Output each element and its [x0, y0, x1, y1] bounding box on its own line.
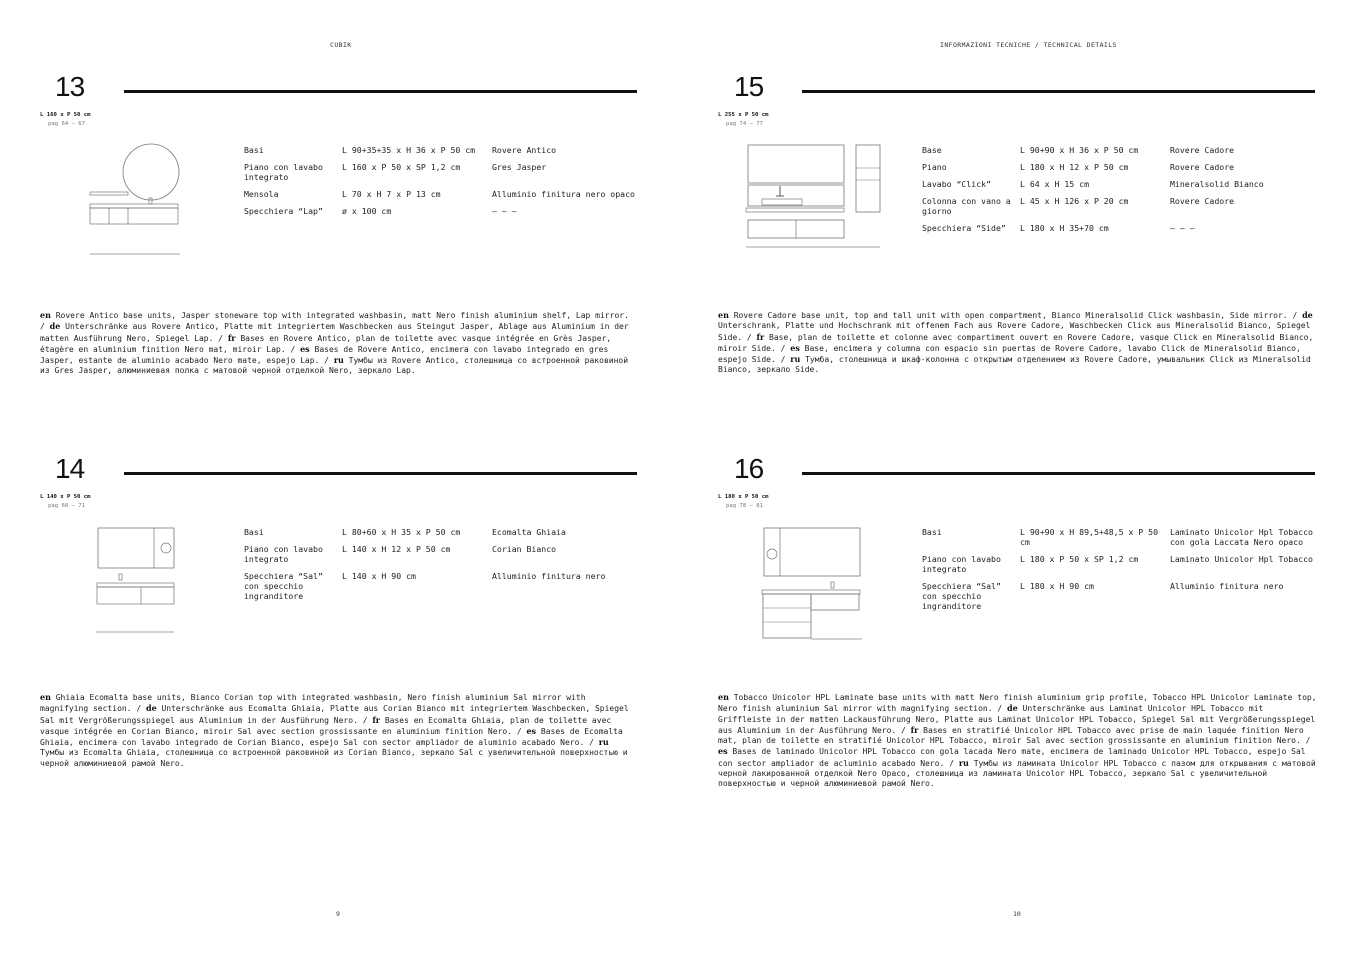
page-number: 10: [1013, 910, 1021, 918]
spec-component: Specchiera “Side”: [922, 223, 1006, 233]
spec-row: [922, 145, 1320, 162]
description-text: Тумбы из ламината Unicolor HPL Tobacco с пазом для открывания с матовой черной лакированной отделкой Nero Opaco, столешница из ламината Unicolor HPL Tobacco, зеркало Sal с увеличительной поверхностью и черной алюминиевой рамой Nero.: [718, 758, 1316, 789]
description-text: Unterschränke aus Laminat Unicolor HPL Tobacco mit Griffleiste in der matten Lackausführung Nero, Platte aus Laminat Unicolor HPL Tobacco, Spiegel Sal mit Vergrößerungsspiegel aus Aluminium in der Ausführung Nero. /: [718, 704, 1316, 735]
product-drawing: [744, 140, 884, 252]
multilingual-description: [40, 692, 630, 769]
description-text: Тумбы из Rovere Antico, столешница со встроенной раковиной из Gres Jasper, алюминиевая полка с матовой черной отделкой Nero, зеркало Lap.: [40, 356, 629, 376]
spec-finish: Laminato Unicolor Hpl Tobacco con gola Laccata Nero opaco: [1170, 527, 1313, 547]
spec-component: Mensola: [244, 189, 279, 199]
spec-row: [244, 527, 642, 544]
spec-row: [244, 206, 642, 223]
language-code: ru: [333, 355, 344, 366]
overall-dimensions: L 160 x P 50 cm: [40, 112, 91, 118]
page-number: 9: [336, 910, 340, 918]
spec-size: L 140 x H 90 cm: [342, 571, 416, 581]
page-reference: pag 78 – 81: [726, 503, 764, 509]
language-code: de: [1006, 703, 1018, 714]
description-text: Bases en Ecomalta Ghiaia, plan de toilette avec vasque intégrée en Corian Bianco, miroir Sal avec section grossissante en aluminium finition Nero. /: [40, 715, 612, 736]
overall-dimensions: L 255 x P 50 cm: [718, 112, 769, 118]
spec-row: [922, 179, 1320, 196]
spec-row: [244, 189, 642, 206]
description-text: Bases en Rovere Antico, plan de toilette avec vasque intégrée en Grès Jasper, étagère en aluminium finition Nero mat, miroir Lap. /: [40, 333, 612, 354]
spec-finish: – – –: [1170, 223, 1195, 233]
spec-component: Piano: [922, 162, 947, 172]
spec-table: [244, 527, 642, 608]
spec-component: Specchiera “Sal” con specchio ingranditore: [922, 581, 1001, 611]
spec-size: ø x 100 cm: [342, 206, 392, 216]
section-rule: [124, 472, 637, 475]
section-number: 13: [55, 71, 85, 102]
spec-row: [922, 581, 1320, 618]
spec-finish: Alluminio finitura nero: [492, 571, 606, 581]
description-text: Tobacco Unicolor HPL Laminate base units with matt Nero finish aluminium grip profile, Tobacco HPL Unicolor Laminate top, Nero finish aluminium Sal mirror with magnifying section. /: [718, 693, 1317, 714]
spec-size: L 180 x H 12 x P 50 cm: [1020, 162, 1129, 172]
language-code: es: [300, 343, 310, 354]
language-code: fr: [372, 714, 380, 725]
spec-row: [244, 571, 642, 608]
description-text: Unterschränke aus Rovere Antico, Platte mit integriertem Waschbecken aus Steingut Jasper, Ablage aus Aluminium in der matten Ausführung Nero, Spiegel Lap. /: [40, 322, 629, 343]
spec-size: L 90+35+35 x H 36 x P 50 cm: [342, 145, 476, 155]
spec-size: L 90+90 x H 89,5+48,5 x P 50 cm: [1020, 527, 1159, 547]
spec-component: Base: [922, 145, 942, 155]
language-code: fr: [910, 724, 919, 735]
description-text: Rovere Cadore base unit, top and tall unit with open compartment, Bianco Mineralsolid Click washbasin, Side mirror. /: [733, 311, 1303, 320]
product-section-16: [678, 382, 1356, 852]
description-text: Unterschränke aus Ecomalta Ghiaia, Platte aus Corian Bianco mit integriertem Waschbecken, Spiegel Sal mit Vergrößerungsspiegel aus Aluminium in der Ausführung Nero. /: [40, 704, 629, 725]
section-rule: [802, 90, 1315, 93]
spec-finish: Rovere Antico: [492, 145, 557, 155]
description-text: Тумба, столешница и шкаф-колонна с открытым отделением из Rovere Cadore, умывальник Click из Mineralsolid Bianco, зеркало Side.: [718, 355, 1311, 375]
description-text: Ghiaia Ecomalta base units, Bianco Corian top with integrated washbasin, Nero finish aluminium Sal mirror with magnifying section. /: [40, 693, 586, 714]
spec-size: L 180 x H 90 cm: [1020, 581, 1094, 591]
spec-finish: Alluminio finitura nero opaco: [492, 189, 635, 199]
language-code: en: [40, 310, 51, 320]
overall-dimensions: L 180 x P 50 cm: [718, 494, 769, 500]
spec-component: Piano con lavabo integrato: [922, 554, 1001, 574]
product-section-14: [0, 382, 678, 852]
spec-row: [922, 196, 1320, 223]
language-code: de: [1302, 310, 1313, 320]
spec-row: [922, 527, 1320, 554]
language-code: es: [718, 746, 728, 757]
description-text: Unterschrank, Platte und Hochschrank mit offenem Fach aus Rovere Cadore, Waschbecken Click aus Mineralsolid Bianco, Spiegel Side. /: [718, 321, 1311, 342]
spec-component: Colonna con vano a giorno: [922, 196, 1011, 216]
spec-size: L 160 x P 50 x SP 1,2 cm: [342, 162, 461, 172]
product-drawing: [86, 140, 186, 260]
spec-finish: Mineralsolid Bianco: [1170, 179, 1264, 189]
spec-size: L 90+90 x H 36 x P 50 cm: [1020, 145, 1139, 155]
spec-finish: Laminato Unicolor Hpl Tobacco: [1170, 554, 1313, 564]
spec-finish: – – –: [492, 206, 517, 216]
spec-component: Piano con lavabo integrato: [244, 162, 323, 182]
section-number: 14: [55, 453, 85, 484]
multilingual-description: [718, 310, 1318, 376]
description-text: Base, encimera y columna con espacio sin puertas de Rovere Cadore, lavabo Click de Mineralsolid Bianco, espejo Side. /: [718, 343, 1301, 365]
overall-dimensions: L 140 x P 50 cm: [40, 494, 91, 500]
language-code: ru: [958, 757, 969, 768]
spec-component: Basi: [922, 527, 942, 537]
spec-size: L 180 x P 50 x SP 1,2 cm: [1020, 554, 1139, 564]
language-code: ru: [790, 354, 801, 365]
spec-row: [922, 223, 1320, 240]
description-text: Bases en stratifié Unicolor HPL Tobacco avec prise de main laquée finition Nero mat, plan de toilette en stratifié Unicolor HPL Tobacco, miroir Sal avec section grossissante en aluminium finition Nero. /: [718, 725, 1311, 746]
product-drawing: [92, 526, 182, 641]
language-code: fr: [227, 332, 236, 343]
description-text: Rovere Antico base units, Jasper stoneware top with integrated washbasin, matt Nero finish aluminium shelf, Lap mirror. /: [40, 311, 629, 332]
section-number: 15: [734, 71, 764, 102]
right-page: [678, 0, 1356, 959]
spec-size: L 140 x H 12 x P 50 cm: [342, 544, 451, 554]
spec-row: [244, 544, 642, 571]
section-rule: [124, 90, 637, 93]
multilingual-description: [718, 692, 1318, 790]
spec-size: L 70 x H 7 x P 13 cm: [342, 189, 441, 199]
language-code: de: [145, 703, 157, 714]
language-code: es: [526, 725, 537, 736]
language-code: en: [40, 692, 51, 702]
description-text: Bases de Ecomalta Ghiaia, encimera con lavabo integrado de Corian Bianco, espejo Sal con sector ampliador de aluminio acabado Nero. /: [40, 726, 623, 748]
spec-size: L 64 x H 15 cm: [1020, 179, 1090, 189]
description-text: Base, plan de toilette et colonne avec compartiment ouvert en Rovere Cadore, vasque Click en Mineralsolid Bianco, miroir Side. /: [718, 332, 1314, 353]
spec-finish: Gres Jasper: [492, 162, 547, 172]
spec-finish: Alluminio finitura nero: [1170, 581, 1284, 591]
language-code: en: [718, 310, 729, 320]
spec-table: [922, 145, 1320, 240]
spec-component: Piano con lavabo integrato: [244, 544, 323, 564]
spec-table: [922, 527, 1320, 618]
spec-row: [244, 162, 642, 189]
section-rule: [802, 472, 1315, 475]
page-header: CUBIK: [330, 41, 352, 49]
language-code: en: [718, 692, 729, 702]
product-drawing: [758, 524, 868, 644]
language-code: ru: [598, 737, 609, 748]
spec-size: L 45 x H 126 x P 20 cm: [1020, 196, 1129, 206]
spec-component: Specchiera “Lap”: [244, 206, 323, 216]
section-number: 16: [734, 453, 764, 484]
spec-finish: Rovere Cadore: [1170, 162, 1235, 172]
spec-component: Basi: [244, 145, 264, 155]
description-text: Тумбы из Ecomalta Ghiaia, столешница со встроенной раковиной из Corian Bianco, зеркало Sal с увеличительной поверхностью и черной алюминиевой рамой Nero.: [40, 748, 628, 768]
page-reference: pag 64 – 67: [48, 121, 86, 127]
language-code: fr: [756, 331, 765, 342]
spec-finish: Rovere Cadore: [1170, 196, 1235, 206]
spec-size: L 180 x H 35+70 cm: [1020, 223, 1109, 233]
description-text: Bases de Rovere Antico, encimera con lavabo integrado en gres Jasper, estante de aluminio acabado Nero mate, espejo Lap. /: [40, 344, 609, 366]
page-reference: pag 74 – 77: [726, 121, 764, 127]
spec-component: Specchiera “Sal” con specchio ingranditore: [244, 571, 323, 601]
spec-size: L 80+60 x H 35 x P 50 cm: [342, 527, 461, 537]
page-reference: pag 68 – 71: [48, 503, 86, 509]
spec-finish: Ecomalta Ghiaia: [492, 527, 566, 537]
spec-finish: Corian Bianco: [492, 544, 557, 554]
page-header: INFORMAZIONI TECNICHE / TECHNICAL DETAILS: [940, 41, 1117, 49]
language-code: de: [49, 321, 61, 332]
spec-component: Lavabo “Click”: [922, 179, 992, 189]
multilingual-description: [40, 310, 630, 377]
description-text: Bases de laminado Unicolor HPL Tobacco con gola lacada Nero mate, encimera de laminado Unicolor HPL Tobacco, espejo Sal con sector ampliador de acluminio acabado Nero. /: [718, 747, 1306, 768]
spec-row: [922, 554, 1320, 581]
spec-table: [244, 145, 642, 223]
spec-finish: Rovere Cadore: [1170, 145, 1235, 155]
spec-row: [922, 162, 1320, 179]
language-code: es: [790, 342, 800, 353]
spec-row: [244, 145, 642, 162]
spec-component: Basi: [244, 527, 264, 537]
